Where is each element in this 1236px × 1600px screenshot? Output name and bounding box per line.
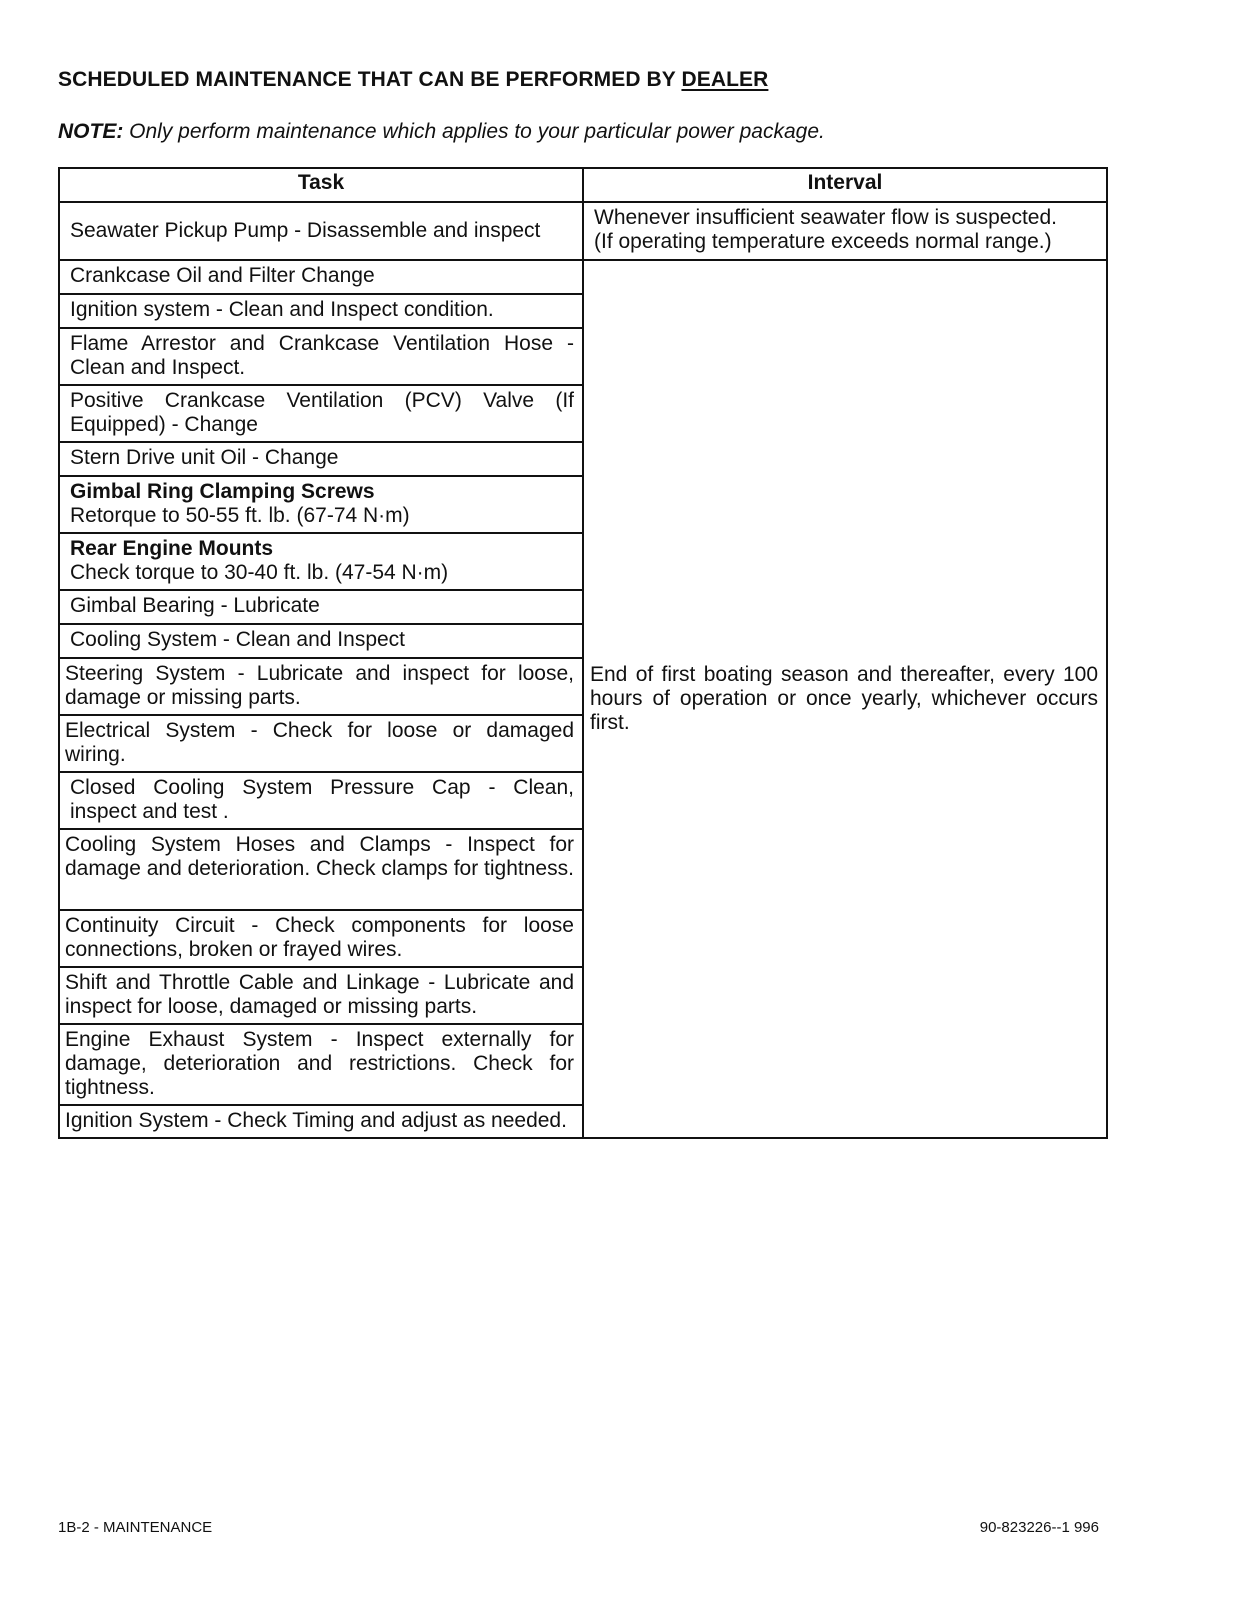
note-line xyxy=(58,120,825,144)
footer-section-label: 1B-2 - MAINTENANCE xyxy=(58,1519,213,1536)
note-label: NOTE: xyxy=(58,120,124,143)
heading-prefix: SCHEDULED MAINTENANCE THAT CAN BE PERFORMED BY xyxy=(58,68,682,91)
task-cell: Shift and Throttle Cable and Linkage - Lubricate and inspect for loose, damaged or missing parts. xyxy=(59,967,583,1024)
task-detail: Retorque to 50-55 ft. lb. (67-74 N·m) xyxy=(70,504,410,527)
task-column-header: Task xyxy=(59,168,583,202)
task-cell xyxy=(59,533,583,590)
interval-seawater-line2: (If operating temperature exceeds normal range.) xyxy=(594,230,1052,253)
heading-dealer: DEALER xyxy=(681,68,769,91)
task-cell: Gimbal Bearing - Lubricate xyxy=(59,590,583,624)
task-cell: Closed Cooling System Pressure Cap - Clean, inspect and test . xyxy=(59,772,583,829)
table-row xyxy=(59,202,1107,260)
task-cell: Engine Exhaust System - Inspect externally for damage, deterioration and restrictions. Check for tightness. xyxy=(59,1024,583,1105)
task-cell: Electrical System - Check for loose or damaged wiring. xyxy=(59,715,583,772)
task-cell: Flame Arrestor and Crankcase Ventilation Hose - Clean and Inspect. xyxy=(59,328,583,385)
task-cell: Cooling System Hoses and Clamps - Inspect for damage and deterioration. Check clamps for tightness. xyxy=(59,829,583,910)
task-cell: Crankcase Oil and Filter Change xyxy=(59,260,583,294)
task-detail: Check torque to 30-40 ft. lb. (47-54 N·m) xyxy=(70,561,449,584)
task-cell: Cooling System - Clean and Inspect xyxy=(59,624,583,658)
footer-document-number: 90-823226--1 996 xyxy=(979,1519,1099,1536)
interval-cell-seawater xyxy=(583,202,1107,260)
task-cell xyxy=(59,476,583,533)
maintenance-table xyxy=(58,167,1108,1139)
table-header-row xyxy=(59,168,1107,202)
task-cell: Stern Drive unit Oil - Change xyxy=(59,442,583,476)
task-cell: Seawater Pickup Pump - Disassemble and inspect xyxy=(59,202,583,260)
interval-season-text: End of first boating season and thereafter, every 100 hours of operation or once yearly, whichever occurs first. xyxy=(590,663,1098,734)
task-cell: Ignition System - Check Timing and adjust as needed. xyxy=(59,1105,583,1138)
interval-cell-season xyxy=(583,260,1107,1138)
task-bold-title: Rear Engine Mounts xyxy=(70,537,274,560)
task-cell: Steering System - Lubricate and inspect for loose, damage or missing parts. xyxy=(59,658,583,715)
page-heading xyxy=(58,68,768,92)
interval-column-header: Interval xyxy=(583,168,1107,202)
task-cell: Positive Crankcase Ventilation (PCV) Valve (If Equipped) - Change xyxy=(59,385,583,442)
task-bold-title: Gimbal Ring Clamping Screws xyxy=(70,480,375,503)
interval-seawater-line1: Whenever insufficient seawater flow is suspected. xyxy=(594,206,1058,229)
table-row xyxy=(59,260,1107,294)
note-text: Only perform maintenance which applies to your particular power package. xyxy=(123,120,825,143)
task-cell: Ignition system - Clean and Inspect condition. xyxy=(59,294,583,328)
task-cell: Continuity Circuit - Check components for loose connections, broken or frayed wires. xyxy=(59,910,583,967)
